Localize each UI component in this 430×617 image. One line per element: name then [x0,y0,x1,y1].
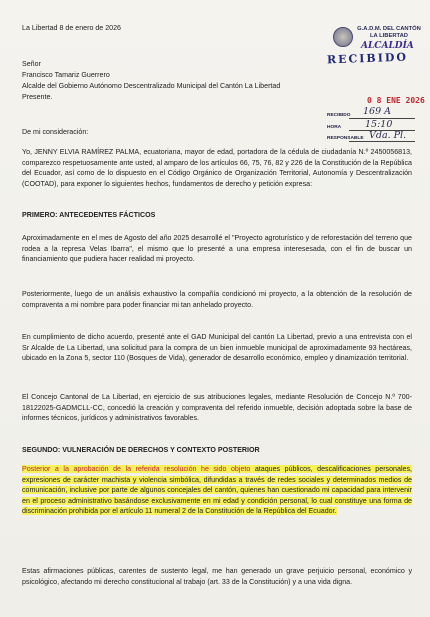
stamp-org-line2: LA LIBERTAD [370,32,408,39]
stamp-date: 0 8 ENE 2026 [367,96,425,105]
recipient-presente: Presente. [22,93,53,101]
recipient-title: Señor [22,60,41,68]
section-segundo-title: SEGUNDO: VULNERACIÓN DE DERECHOS Y CONTEXTO POSTERIOR [22,446,260,454]
highlight-red-text: Posterior a la aprobación de la referida resolución he sido objeto [22,465,251,473]
stamp-org [353,26,425,39]
reception-stamp [323,24,428,146]
stamp-org-line1: G.A.D.M. DEL CANTÓN [357,26,421,32]
stamp-row-value-responsable: Vda. Pl. [369,130,407,141]
recipient-name: Francisco Tamariz Guerrero [22,71,110,79]
stamp-row-value-recibido: 169 A [363,106,392,117]
stamp-row-label-hora: HORA [327,125,342,130]
paragraph-harm: Estas afirmaciones públicas, carentes de sustento legal, me han generado un grave perjuicio personal, económico y psicológico, afectando mi derecho constitucional al trabajo (art. 33 de la Constitución) y a una vida digna. [22,567,412,586]
paragraph-violations [22,464,412,517]
municipal-seal-icon [333,27,353,47]
stamp-row-line [349,141,415,142]
stamp-row-label-responsable: RESPONSABLE [327,136,364,141]
greeting: De mi consideración: [22,128,89,136]
date-line: La Libertad 8 de enero de 2026 [22,24,122,32]
recipient-position: Alcalde del Gobierno Autónomo Descentralizado Municipal del Cantón La Libertad [22,82,281,90]
section-primero-title: PRIMERO: ANTECEDENTES FÁCTICOS [22,211,156,219]
highlight-yellow-text: ataques públicos, descalificaciones personales, expresiones de carácter machista y violencia simbólica, difundidas a través de redes sociales y determinados medios de comunicación, inclusive por parte de algunos concejales del cantón, quienes han cuestionado mi capacidad para intervenir en el proceso administrativo basándose exclusivamente en mi edad y condición personal, lo cual constituye una forma de discriminación prohibida por el artículo 11 numeral 2 de la Constitución de la República del Ecuador. [22,465,412,516]
stamp-row-label-recibido: RECIBIDO [327,113,351,118]
paragraph-request: En cumplimiento de dicho acuerdo, presenté ante el GAD Municipal del cantón La Libertad, previo a una entrevista con el Sr Alcalde de La Libertad, una solicitud para la compra de un bien inmueble municipal de aproximadamente 93 hectáreas, ubicado en la Zona 5, sector 110 (Bosques de Vida), generador de desarrollo económico, empleo y dinamización territorial. [22,333,412,363]
paragraph-project: Aproximadamente en el mes de Agosto del año 2025 desarrollé el "Proyecto agroturístico y de reforestación del terreno que rodea a la represa Velas Ibarra", el mismo que lo presenté a una empresa interesesada, con el fin de buscar un financiamiento que pudiera hacer realidad mi proyecto. [22,234,412,264]
stamp-brand: ALCALDÍA [361,41,414,51]
stamp-received-text: RECIBIDO [326,50,409,67]
paragraph-resolution: El Concejo Cantonal de La Libertad, en ejercicio de sus atribuciones legales, mediante Resolución de Concejo N.º 700-18122025-GADMCLL-CC, concedió la creación y compraventa del referido inmueble, decisión adoptada sobre la base de informes técnicos, jurídicos y administrativos favorables. [22,393,412,423]
intro-paragraph: Yo, JENNY ELVIA RAMÍREZ PALMA, ecuatoriana, mayor de edad, portadora de la cédula de ciudadanía N.º 2450056813, comparezco respetuosamente ante usted, al amparo de los artículos 66, 75, 76, 82 y 226 de la Constitución de la República del Ecuador, así como de lo dispuesto en el Código Orgánico de Organización Territorial, Autonomía y Descentralización (COOTAD), para exponer lo siguientes hechos, fundamentos de derecho y petición expresa: [22,148,412,188]
paragraph-condition: Posteriormente, luego de un análisis exhaustivo la compañía condicionó mi proyecto, a la obtención de la resolución de compraventa a mi nombre para poder financiar mi tan anhelado proyecto. [22,290,412,309]
stamp-row-value-hora: 15:10 [365,119,393,130]
